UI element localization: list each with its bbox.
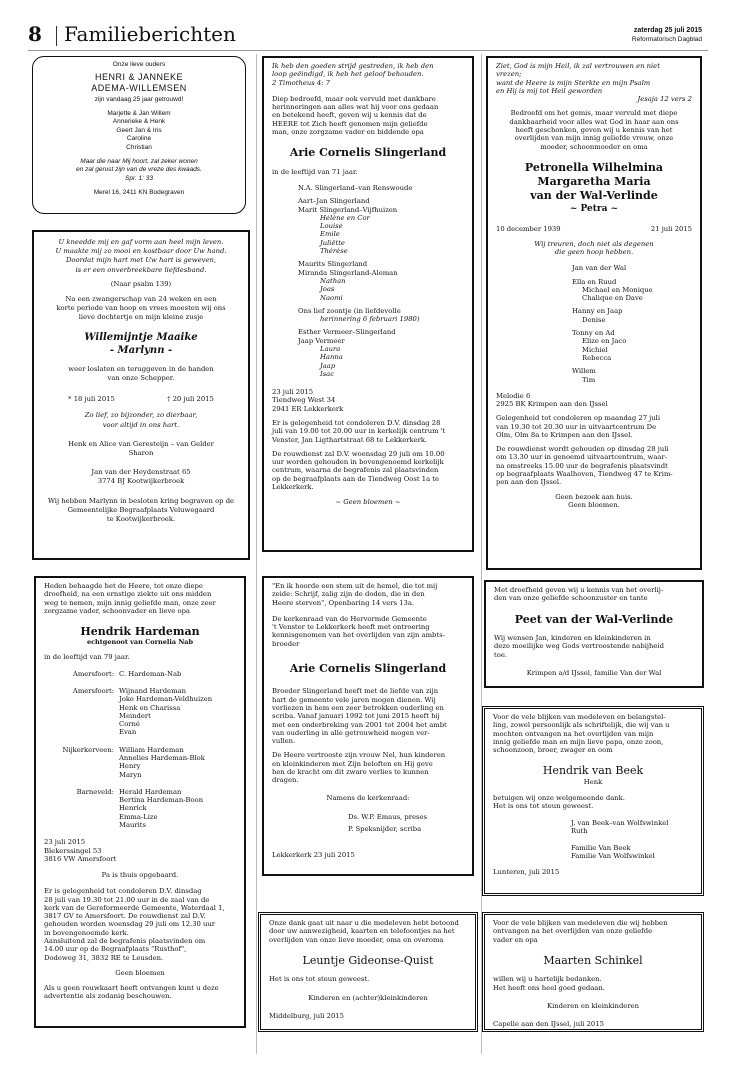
notice-text <box>272 687 464 745</box>
intro-line: schoonzoon, broer, zwager en oom <box>493 746 613 755</box>
condolence-line: 14.00 uur op de Begraafplaats "Rusthof", <box>44 945 187 954</box>
birth-death-notice <box>32 230 250 560</box>
intro-line: Met droefheid geven wij u kennis van het overlij- <box>494 586 664 594</box>
parent-line: Sharon <box>128 449 154 457</box>
notice-place-date: Lunteren, juli 2015 <box>493 868 560 877</box>
address-line: Blekerssingel 53 <box>44 846 102 855</box>
text-line: betuigen wij onze welgemeende dank. <box>493 794 625 803</box>
family-group-names <box>119 788 236 829</box>
intro-line: weg te nemen, mijn innig geliefde man, onze zeer <box>44 598 216 607</box>
service-line: centrum, waarna de begrafenis zal plaatsvinden <box>272 466 439 475</box>
notice-quote <box>42 411 240 429</box>
text-line: dragen. <box>272 776 299 785</box>
intro-line: Voor de vele blijken van medeleven die wij hebben <box>493 919 668 927</box>
condolence-line: Er is gelegenheid tot condoleren D.V. dinsdag 28 <box>272 419 441 428</box>
obituary-arie-slingerland <box>262 56 474 552</box>
family-line: herinnering 6 februari 1980) <box>320 315 420 324</box>
family-groups <box>44 670 236 830</box>
quote-source: 2 Timotheus 4: 7 <box>272 78 330 87</box>
service-line: Lekkerkerk. <box>272 482 314 491</box>
quote-line: Wij treuren, doch niet als degenen <box>534 239 654 248</box>
obituary-dates <box>496 225 692 233</box>
signoff: Krimpen a/d IJssel, familie Van der Wal <box>526 668 662 677</box>
intro-line: korte periode van hoop en vrees moesten wij ons <box>56 304 226 313</box>
notice-intro <box>493 919 693 944</box>
child-name: Caroline <box>126 135 152 143</box>
obituary-intro <box>44 582 236 615</box>
quote-line: Ik heb den goeden strijd gestreden, ik heb den <box>272 62 434 70</box>
intro-line: en betekend heeft, geven wij u kennis dat de <box>272 111 427 120</box>
notice-place-date: Capelle aan den IJssel, juli 2015 <box>493 1020 604 1029</box>
family-line: Jan van der Wal <box>572 264 627 273</box>
text-line: toe. <box>494 650 508 659</box>
family-signoff: Kinderen en (achter)kleinkinderen <box>308 993 428 1002</box>
family-line: Juliëtte <box>320 238 345 247</box>
intro-line: Voor de vele blijken van medeleven en belangstel- <box>493 713 666 721</box>
text-line: vullen. <box>272 737 296 746</box>
obituary-address <box>496 392 692 409</box>
deceased-spouse: echtgenoot van Cornelia Nab <box>86 637 194 646</box>
intro-line: De kerkenraad van de Hervormde Gemeente <box>272 614 427 623</box>
thanks-schinkel <box>482 912 704 1032</box>
deceased-name: Maarten Schinkel <box>543 953 643 967</box>
deceased-name: Peet van der Wal-Verlinde <box>514 612 674 626</box>
intro-line: man, onze zorgzame vader en biddende opa <box>272 127 424 136</box>
intro-line: ling, zowel persoonlijk als schriftelijk, die wij van u <box>493 721 670 730</box>
notice-text-2 <box>272 751 464 784</box>
anniversary-names-1: HENRI & JANNEKE <box>94 71 184 82</box>
intro-line: lieve dochtertje en mijn kleine zusje <box>78 313 204 322</box>
section-title: Familieberichten <box>64 22 236 46</box>
obituary-closing <box>44 984 236 1001</box>
intro-line: den van onze geliefde schoonzuster en tante <box>494 594 648 603</box>
child-name: Geert Jan & Iris <box>116 126 162 134</box>
quote-line: "En ik hoorde een stem uit de hemel, die tot mij <box>272 582 438 590</box>
deceased-name: Arie Cornelis Slingerland <box>289 661 447 675</box>
obituary-quote <box>496 62 692 103</box>
anniversary-intro: Onze lieve ouders <box>112 61 166 68</box>
family-line: Ella en Ruud <box>572 277 617 286</box>
family-line: Marit Slingerland–Vijfhuizen <box>298 205 398 214</box>
family-member: Maryn <box>119 770 142 779</box>
quote-source: Spr. 1: 33 <box>125 174 153 182</box>
intro-line: HEERE tot Zich heeft genomen mijn geliefde <box>272 119 428 128</box>
notice-text: Het is ons tot steun geweest. <box>269 975 370 984</box>
address-line: Tiendweg West 34 <box>272 396 336 405</box>
child-name: Christian <box>126 143 152 151</box>
intro-line: overlijden van onze lieve moeder, oma en overoma <box>269 935 444 944</box>
address-line: 2925 BK Krimpen aan den IJssel <box>496 400 608 409</box>
family-line: Miranda Slingerland-Aleman <box>298 268 398 277</box>
deceased-nickname: - Marlynn - <box>109 344 173 356</box>
intro-line: vader en opa <box>493 935 538 944</box>
notice-parents <box>42 440 240 458</box>
family-member: Bertina Hardeman-Boon <box>119 796 204 805</box>
condolence-church-council <box>262 576 474 876</box>
intro-line: Onze dank gaat uit naar u die medeleven hebt betoond <box>269 919 459 927</box>
child-name: Annerieke & Henk <box>112 118 166 126</box>
family-line: Maurits Slingerland <box>298 260 368 269</box>
family-member: Meindert <box>119 711 151 720</box>
deceased-name: Arie Cornelis Slingerland <box>289 146 447 160</box>
family-signoff: Kinderen en kleinkinderen <box>547 1001 639 1010</box>
family-group-place: Amersfoort: <box>72 669 114 678</box>
intro-line: herinneringen aan alles wat hij voor ons gedaan <box>272 103 439 112</box>
family-line: Hélène en Cor <box>320 213 370 222</box>
quote-line: die geen hoop hebben. <box>554 247 634 256</box>
notice-text <box>493 794 693 811</box>
family-list <box>493 819 693 860</box>
deceased-age: in de leeftijd van 71 jaar. <box>272 167 358 176</box>
signers <box>272 811 464 835</box>
obituary-closing: ~ Geen bloemen ~ <box>335 498 401 507</box>
anniversary-children <box>39 110 239 152</box>
poem-line: is er een onverbreekbare liefdesband. <box>75 265 207 274</box>
obituary-quote-2 <box>496 240 692 257</box>
child-name: Marjette & Jan Willem <box>107 109 171 117</box>
address-line: 23 juli 2015 <box>272 388 314 397</box>
obituary-closing <box>496 493 692 510</box>
family-line: N.A. Slingerland–van Renswoude <box>298 183 413 192</box>
notice-intro <box>269 919 467 944</box>
birth-date: * 18 juli 2015 <box>68 395 115 404</box>
family-line: Esther Vermeer–Slingerland <box>298 328 396 337</box>
obituary-service <box>272 450 464 491</box>
intro-line: kennisgenomen van het overlijden van zijn ambts- <box>272 631 445 640</box>
nickname: ~ Petra ~ <box>569 203 619 214</box>
address-line: 23 juli 2015 <box>44 838 86 847</box>
quote-line: en zal gerust zijn van de vreze des kwaads. <box>76 166 202 174</box>
obituary-petronella <box>486 56 702 570</box>
family-group <box>44 788 236 829</box>
family-line: Emile <box>320 230 340 239</box>
quote-line: Maar die naar Mij hoort, zal zeker wonen <box>80 157 198 165</box>
closing-line: Geen bloemen. <box>568 500 620 509</box>
family-line: Hanny en Jaap <box>572 307 623 316</box>
family-line: Jaap Vermeer <box>298 336 345 345</box>
family-member: Maurits <box>119 820 147 829</box>
family-group <box>44 687 236 737</box>
family-member: Evan <box>119 728 137 737</box>
closing-line: te Kootwijkerbroek. <box>106 514 176 523</box>
notice-place-date: Middelburg, juli 2015 <box>269 1011 344 1020</box>
intro-line: Heden behaagde het de Heere, tot onze diepe <box>44 582 203 590</box>
family-line: Aart–Jan Slingerland <box>298 197 370 206</box>
quote-source: Jesaja 12 vers 2 <box>637 95 692 104</box>
service-line: uur worden gehouden in bovengenoemd kerkelijk <box>272 458 444 467</box>
closing-line: Gemeentelijke Begraafplaats Veluwegaard <box>67 505 215 514</box>
family-list <box>496 264 692 384</box>
condolence-peet <box>484 580 704 688</box>
family-line <box>571 835 693 843</box>
family-line: Willem <box>572 367 596 376</box>
family-group-place: Barneveld: <box>76 787 114 796</box>
intro-line: Diep bedroefd, maar ook vervuld met dankbare <box>272 94 436 103</box>
signoff: Namens de kerkenraad: <box>326 794 410 803</box>
newspaper-name: Reformatorisch Dagblad <box>631 36 702 43</box>
text-line: met een onderbreking van 2001 tot 2004 het ambt <box>272 720 447 729</box>
quote-line: loop geëindigd, ik heb het geloof behouden. <box>272 70 424 79</box>
anniversary-quote <box>39 158 239 183</box>
poem-line: Doordat mijn hart met Uw hart is geweven, <box>65 256 217 265</box>
anniversary-subtitle: zijn vandaag 25 jaar getrouwd! <box>94 95 184 103</box>
notice-text <box>494 634 694 659</box>
condolence-line: juli van 19.00 tot 20.00 uur in kerkelijk centrum 't <box>272 427 446 436</box>
notice-text <box>493 975 693 992</box>
family-member: Herald Hardeman <box>119 787 182 796</box>
text-line: willen wij u hartelijk bedanken. <box>493 975 602 984</box>
notice-dates <box>42 395 240 403</box>
condolence-line: Venster, Jan Ligthartstraat 68 te Lekkerkerk. <box>272 435 428 444</box>
service-line: pen aan den IJssel. <box>496 478 562 487</box>
family-line: Tonny en Ad <box>572 329 615 338</box>
family-group-place: Amersfoort: <box>72 687 114 696</box>
deceased-age: in de leeftijd van 79 jaar. <box>44 653 130 662</box>
text-line: Het is ons tot steun geweest. <box>493 802 594 811</box>
family-member: Corné <box>119 720 140 729</box>
text-line: van onze Schepper. <box>107 374 175 383</box>
family-group-names <box>119 670 236 678</box>
address-line: 3774 BJ Kootwijkerbroek <box>97 477 185 486</box>
obituary-condolence <box>496 414 692 439</box>
intro-line: 't Venster te Lekkerkerk heeft met ontroering <box>272 623 430 632</box>
closing-line: Wij hebben Marlynn in besloten kring begraven op de <box>47 496 235 505</box>
intro-line: Bedroefd om het gemis, maar vervuld met diepe <box>510 109 678 118</box>
deceased-name <box>496 161 692 216</box>
condolence-line: Olm, Olm 8a te Krimpen aan den IJssel. <box>496 430 633 439</box>
page-number: 8 <box>28 22 42 46</box>
name-line: Margaretha Maria <box>537 175 651 189</box>
intro-line: mochten ontvangen na het overlijden van mijn <box>493 729 654 738</box>
text-line: van ouderling in alle getrouwheid mogen ver- <box>272 728 430 737</box>
quote-line: want de Heere is mijn Sterkte en mijn Psalm <box>496 78 651 87</box>
notice-intro <box>494 586 694 603</box>
notice-text <box>42 365 240 383</box>
intro-line: innig geliefde man en mijn lieve papa, onze zoon, <box>493 737 664 746</box>
family-member: Henk en Charissa <box>119 703 181 712</box>
condolence-line: in bovengenoemde kerk. <box>44 928 129 937</box>
service-line: De rouwdienst wordt gehouden op dinsdag 28 juli <box>496 445 669 454</box>
quote-line: voor altijd in ons hart. <box>102 420 180 429</box>
obituary-condolence <box>44 887 236 962</box>
family-line: Tim <box>582 375 596 384</box>
notice-intro <box>493 713 693 754</box>
family-line: Naomi <box>320 293 343 302</box>
obituary-address <box>44 838 236 863</box>
quote-line: vrezen; <box>496 70 522 79</box>
service-line: om 13.30 uur in genoemd uitvaartcentrum, waar- <box>496 453 668 462</box>
family-line: Michael en Monique <box>582 285 653 294</box>
family-line: Ons lief zoontje (in liefdevolle <box>298 306 401 315</box>
quote-line: zeide: Schrijf, zalig zijn de doden, die in den <box>272 590 425 599</box>
text-line: Broeder Slingerland heeft met de liefde van zijn <box>272 687 439 696</box>
deceased-name: Hendrik Hardeman <box>80 625 200 639</box>
quote-line: en Hij is mij tot Heil geworden <box>496 86 603 95</box>
family-line: J. van Beek–van Wolfswinkel <box>571 818 669 827</box>
thanks-quist <box>258 912 478 1032</box>
service-line: op de begraafplaats aan de Tiendweg Oost 1a te <box>272 474 440 483</box>
anniversary-names-2: ADEMA-WILLEMSEN <box>91 82 187 93</box>
signer: P. Speksnijder, scriba <box>348 824 422 833</box>
family-group-place: Nijkerkerveen: <box>62 745 114 754</box>
family-group-names <box>119 687 236 737</box>
name-line: Petronella Wilhelmina <box>524 160 664 174</box>
name-line: van der Wal-Verlinde <box>530 189 658 203</box>
family-list <box>272 184 464 378</box>
family-group <box>44 746 236 779</box>
parent-line: Henk en Alice van Geresteijn – van Gelder <box>68 439 214 448</box>
family-member: Emma-Lize <box>119 812 158 821</box>
family-group <box>44 670 236 678</box>
anniversary-address: Merel 16, 2411 KN Bodegraven <box>93 189 185 197</box>
condolence-line: Er is gelegenheid tot condoleren D.V. dinsdag <box>44 887 202 896</box>
address-line: 3816 VW Amersfoort <box>44 854 117 863</box>
text-line: hen de kracht om dit zware verlies te kunnen <box>272 767 429 776</box>
address-line: 2941 ER Lekkerkerk <box>272 404 344 413</box>
condolence-line: 3817 GV te Amersfoort. De rouwdienst zal D.V. <box>44 912 206 921</box>
intro-line: ontvangen na het overlijden van onze geliefde <box>493 927 653 936</box>
family-member: Henry <box>119 762 141 771</box>
thanks-van-beek <box>482 706 704 896</box>
family-line: Elize en Jaco <box>582 337 627 346</box>
text-line: Wij wensen Jan, kinderen en kleinkinderen in <box>494 633 651 642</box>
family-line: Isac <box>320 369 335 378</box>
deceased-name: Leuntje Gideonse-Quist <box>302 953 434 967</box>
condolence-line: 28 juli van 19.30 tot 21.00 uur in de zaal van de <box>44 895 210 904</box>
family-member: Annelies Hardeman-Blok <box>119 753 205 762</box>
condolence-line: van 19.30 tot 20.30 uur in uitvaartcentrum De <box>496 422 657 431</box>
family-member: William Hardeman <box>119 745 184 754</box>
obituary-intro <box>496 109 692 150</box>
closing-line: Geen bezoek aan huis. <box>555 492 633 501</box>
condolence-line: Aansluitend zal de begrafenis plaatsvinden om <box>44 937 206 946</box>
text-line: Het heeft ons heel goed gedaan. <box>493 983 605 992</box>
deceased-name: Willemijntje Maaike <box>84 332 198 344</box>
family-line: Jaap <box>320 361 336 370</box>
service-line: na omstreeks 15.00 uur de begrafenis plaatsvindt <box>496 461 668 470</box>
service-line: De rouwdienst zal D.V. woensdag 29 juli om 10.00 <box>272 449 445 458</box>
birth-date: 10 december 1939 <box>496 225 561 234</box>
obituary-flowers: Geen bloemen <box>115 968 165 977</box>
family-line: Louise <box>320 222 343 231</box>
obituary-address <box>272 388 464 413</box>
obituary-home: Pa is thuis opgebaard. <box>101 871 179 880</box>
intro-line: droefheid, na een ernstige ziekte uit ons midden <box>44 590 212 599</box>
intro-line: zorgzame vader, schoonvader en lieve opa <box>44 606 190 615</box>
condolence-line: Dodeweg 31, 3832 RE te Leusden. <box>44 953 164 962</box>
notice-address <box>42 468 240 486</box>
obituary-hardeman <box>34 576 246 1028</box>
intro-line: overlijden van mijn innig geliefde vrouw, onze <box>514 134 674 143</box>
column-rule-1 <box>256 54 257 1054</box>
quote-line: Zo lief, zo bijzonder, zo dierbaar, <box>84 411 198 420</box>
notice-quote <box>272 582 464 607</box>
family-line: Ruth <box>571 826 588 835</box>
text-line: weer loslaten en teruggeven in de handen <box>68 364 214 373</box>
poem-line: U maakte mij zo mooi en kostbaar door Uw hand. <box>55 247 227 256</box>
condolence-line: kerk van de Gereformeerde Gemeente, Waterdaal 1, <box>44 903 225 912</box>
header-divider <box>56 26 57 46</box>
closing-line: Als u geen rouwkaart heeft ontvangen kunt u deze <box>44 984 219 993</box>
family-line: Rebecca <box>582 353 612 362</box>
header-rule <box>28 50 708 51</box>
anniversary-notice <box>32 56 246 214</box>
notice-intro <box>42 295 240 323</box>
condolence-line: Gelegenheid tot condoleren op maandag 27 juli <box>496 414 661 423</box>
intro-line: moeder, schoonmoeder en oma <box>540 142 648 151</box>
family-line: Laura <box>320 344 341 353</box>
family-member: C. Hardeman-Nab <box>119 669 182 678</box>
family-group-names <box>119 746 236 779</box>
family-member: Joke Hardeman-Veldhuizen <box>119 695 213 704</box>
death-date: 21 juli 2015 <box>650 225 692 234</box>
poem-line: U kneedde mij en gaf vorm aan heel mijn leven. <box>58 238 224 246</box>
family-line: Hanna <box>320 353 343 362</box>
notice-intro <box>272 615 464 648</box>
deceased-nickname: Henk <box>583 777 603 786</box>
poem-source: (Naar psalm 139) <box>110 279 172 288</box>
family-line: Denise <box>582 315 606 324</box>
family-line: Chalique en Dave <box>582 294 643 303</box>
signer: Ds. W.P. Emaus, preses <box>348 812 427 821</box>
intro-line: broeder <box>272 639 300 648</box>
family-line: Thérèse <box>320 247 348 256</box>
text-line: deze moeilijke weg Gods vertroostende nabijheid <box>494 642 664 651</box>
text-line: hart de gemeente vele jaren mogen dienen. Wij <box>272 695 436 704</box>
obituary-intro <box>272 95 464 136</box>
notice-closing <box>42 497 240 525</box>
issue-date: zaterdag 25 juli 2015 <box>633 27 702 34</box>
deceased-name: Hendrik van Beek <box>542 764 644 778</box>
family-line: Michiel <box>582 345 608 354</box>
family-line: Joas <box>320 285 335 294</box>
family-line: Familie Van Beek <box>571 843 631 852</box>
intro-line: Na een zwangerschap van 24 weken en een <box>65 294 217 303</box>
address-line: Melodie 6 <box>496 391 531 400</box>
intro-line: door uw aanwezigheid, kaarten en telefoontjes na het <box>269 927 455 936</box>
death-date: † 20 juli 2015 <box>167 395 214 404</box>
address-line: Jan van der Heydenstraat 65 <box>91 468 191 477</box>
intro-line: heeft geschonken, geven wij u kennis van het <box>515 125 673 134</box>
obituary-service <box>496 445 692 486</box>
text-line: verliezen in hem een zeer betrokken ouderling en <box>272 703 444 712</box>
notice-place-date: Lekkerkerk 23 juli 2015 <box>272 851 355 860</box>
obituary-condolence <box>272 419 464 444</box>
quote-line: Ziet, God is mijn Heil, ik zal vertrouwen en niet <box>496 62 660 70</box>
family-member: Wijnand Hardeman <box>119 687 186 696</box>
quote-line: Heere sterven", Openbaring 14 vers 13a. <box>272 598 415 607</box>
text-line: en kleinkinderen met Zijn beloften en Hij geve <box>272 759 433 768</box>
family-line: Familie Van Wolfswinkel <box>571 851 655 860</box>
family-member: Henrick <box>119 804 147 813</box>
text-line: scriba. Vanaf januari 1992 tot juni 2015 heeft hij <box>272 712 440 721</box>
service-line: op begraafplaats Waalhoven, Tiendweg 47 te Krim- <box>496 470 673 479</box>
family-line: Nathan <box>320 276 346 285</box>
column-rule-2 <box>481 54 482 1054</box>
condolence-line: gehouden worden woensdag 29 juli om 12.30 uur <box>44 920 216 929</box>
notice-poem <box>42 238 240 275</box>
text-line: De Heere vertrooste zijn vrouw Nel, hun kinderen <box>272 751 446 760</box>
obituary-quote <box>272 62 464 87</box>
intro-line: dankbaarheid voor alles wat God in haar aan ons <box>509 117 679 126</box>
closing-line: advertentie als zodanig beschouwen. <box>44 992 172 1001</box>
